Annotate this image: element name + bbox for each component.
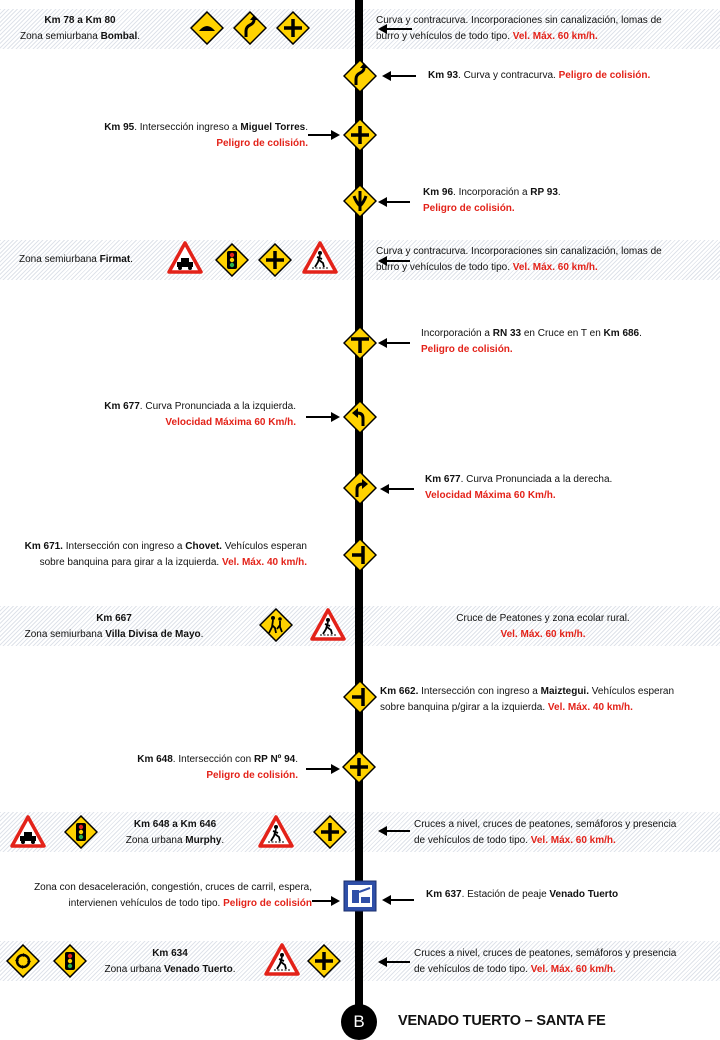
side-road-left-sign-icon	[343, 538, 377, 572]
arrow-right	[306, 764, 340, 774]
arrow-right	[306, 412, 340, 422]
left-curve-sign-icon	[343, 400, 377, 434]
zone-villa-divisa-label: Km 667 Zona semiurbana Villa Divisa de Mayo.	[24, 613, 204, 640]
toll-station-sign-icon	[343, 880, 377, 912]
side-road-left-sign-icon	[343, 680, 377, 714]
pedestrian-crossing-sign-icon	[258, 815, 294, 849]
crossroad-sign-icon	[343, 118, 377, 152]
zone-murphy-note: Cruces a nivel, cruces de peatones, semáforos y presencia de vehículos de todo tipo. Vel. Máx. 60 km/h.	[414, 819, 677, 846]
pedestrian-crossing-sign-icon	[264, 943, 300, 977]
zone-murphy-label: Km 648 a Km 646 Zona urbana Murphy.	[125, 819, 225, 846]
pedestrians-sign-icon	[259, 608, 293, 642]
zone-venado-tuerto-note: Cruces a nivel, cruces de peatones, semáforos y presencia de vehículos de todo tipo. Vel. Máx. 60 km/h.	[414, 948, 677, 975]
traffic-light-sign-icon	[53, 944, 87, 978]
pedestrian-crossing-sign-icon	[310, 608, 346, 642]
crossroad-sign-icon	[342, 750, 376, 784]
endpoint-title: VENADO TUERTO – SANTA FE	[398, 1013, 606, 1029]
km648-label: Km 648. Intersección con RP Nº 94. Peligro de colisión.	[137, 754, 298, 781]
curve-sign-icon	[233, 11, 267, 45]
arrow-left	[378, 338, 410, 348]
speed-bump-sign-icon	[190, 11, 224, 45]
km96-label: Km 96. Incorporación a RP 93. Peligro de colisión.	[423, 187, 561, 214]
peaje-left-note: Zona con desaceleración, congestión, cruces de carril, espera, intervienen vehículos de todo tipo. Peligro de colisión	[34, 882, 312, 909]
crossroad-sign-icon	[276, 11, 310, 45]
crossroad-sign-icon	[258, 243, 292, 277]
zone-bombal-note: Curva y contracurva. Incorporaciones sin canalización, lomas de burro y vehículos de todo tipo. Vel. Máx. 60 km/h.	[376, 15, 662, 42]
railway-crossing-sign-icon	[10, 815, 46, 849]
railway-crossing-sign-icon	[167, 241, 203, 275]
km662-label: Km 662. Intersección con ingreso a Maiztegui. Vehículos esperan sobre banquina p/girar a la izquierda. Vel. Máx. 40 km/h.	[380, 686, 675, 713]
zone-firmat-note: Curva y contracurva. Incorporaciones sin canalización, lomas de burro y vehículos de todo tipo. Vel. Máx. 60 km/h.	[376, 246, 662, 273]
km95-label: Km 95. Intersección ingreso a Miguel Torres. Peligro de colisión.	[104, 122, 308, 149]
arrow-right	[312, 896, 340, 906]
arrow-left	[378, 826, 410, 836]
arrow-left	[382, 71, 416, 81]
km671-label: Km 671. Intersección con ingreso a Chovet. Vehículos esperan sobre banquina para girar a la izquierda. Vel. Máx. 40 km/h.	[24, 541, 307, 568]
endpoint-badge: B	[341, 1004, 377, 1040]
rn33-label: Incorporación a RN 33 en Cruce en T en Km 686. Peligro de colisión.	[421, 328, 642, 355]
arrow-left	[378, 957, 410, 967]
pedestrian-crossing-sign-icon	[302, 241, 338, 275]
curve-sign-icon	[343, 59, 377, 93]
crossroad-sign-icon	[307, 944, 341, 978]
roundabout-sign-icon	[6, 944, 40, 978]
zone-venado-tuerto-label: Km 634 Zona urbana Venado Tuerto.	[104, 948, 236, 975]
arrow-left	[378, 197, 410, 207]
zone-bombal-label: Km 78 a Km 80 Zona semiurbana Bombal.	[19, 15, 141, 42]
right-curve-sign-icon	[343, 471, 377, 505]
arrow-left	[382, 895, 414, 905]
traffic-light-sign-icon	[64, 815, 98, 849]
crossroad-sign-icon	[313, 815, 347, 849]
arrow-right	[308, 130, 340, 140]
traffic-light-sign-icon	[215, 243, 249, 277]
zone-firmat-label: Zona semiurbana Firmat.	[19, 254, 133, 265]
km677-left-label: Km 677. Curva Pronunciada a la izquierda. Velocidad Máxima 60 Km/h.	[104, 401, 296, 428]
arrow-left	[380, 484, 414, 494]
road-line	[355, 0, 363, 1016]
km93-label: Km 93. Curva y contracurva. Peligro de colisión.	[428, 70, 651, 81]
km637-label: Km 637. Estación de peaje Venado Tuerto	[426, 889, 619, 900]
km677-right-label: Km 677. Curva Pronunciada a la derecha. Velocidad Máxima 60 Km/h.	[425, 474, 613, 501]
zone-villa-divisa-note: Cruce de Peatones y zona ecolar rural. Vel. Máx. 60 km/h.	[456, 613, 630, 640]
merge-sign-icon	[343, 184, 377, 218]
t-junction-sign-icon	[343, 326, 377, 360]
